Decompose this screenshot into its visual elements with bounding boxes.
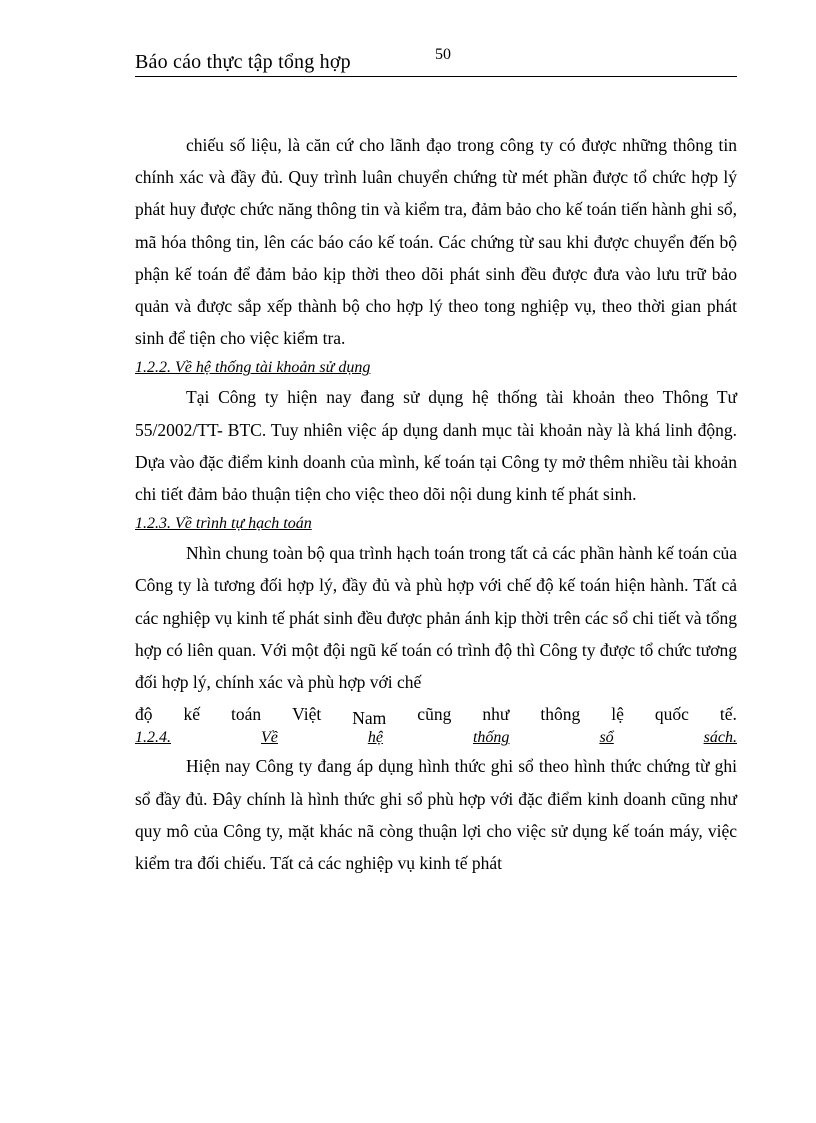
document-body: [135, 129, 737, 879]
word: tế.: [719, 704, 737, 725]
heading-word: 1.2.4.: [135, 729, 171, 747]
word: Việt: [292, 704, 322, 725]
heading-word: sổ: [599, 729, 614, 747]
heading-word: sách.: [703, 729, 737, 747]
document-title: Báo cáo thực tập tổng hợp: [135, 51, 351, 73]
page-number: 50: [435, 46, 451, 63]
page-header: [135, 48, 737, 77]
heading-word: Về: [261, 729, 278, 747]
section-heading-1-2-3: 1.2.3. Về trình tự hạch toán: [135, 515, 312, 533]
section-heading-1-2-2: 1.2.2. Về hệ thống tài khoản sử dụng: [135, 359, 371, 377]
word: độ: [135, 704, 153, 725]
word: toán: [231, 704, 262, 725]
paragraph-2: Tại Công ty hiện nay đang sử dụng hệ thống tài khoản theo Thông Tư 55/2002/TT- BTC. Tuy nhiên việc áp dụng danh mục tài khoản này là khá linh động. Dựa vào đặc điểm kinh doanh của mình, kế toán tại Công ty mở thêm nhiều tài khoản chi tiết đảm bảo thuận tiện cho việc theo dõi nội dung kinh tế phát sinh.: [135, 387, 737, 505]
heading-word: thống: [472, 729, 510, 747]
word: quốc: [654, 704, 689, 725]
word: như: [482, 704, 510, 725]
word: Nam: [352, 708, 387, 729]
word: kế: [183, 704, 201, 725]
heading-word: hệ: [367, 729, 383, 747]
paragraph-1: chiếu số liệu, là căn cứ cho lãnh đạo trong công ty có được những thông tin chính xác và đầy đủ. Quy trình luân chuyển chứng từ mét phần được tổ chức hợp lý phát huy được chức năng thông tin và kiểm tra, đảm bảo cho kế toán tiến hành ghi sổ, mã hóa thông tin, lên các báo cáo kế toán. Các chứng từ sau khi được chuyển đến bộ phận kế toán để đảm bảo kịp thời theo dõi phát sinh đều được đưa vào lưu trữ bảo quản và được sắp xếp thành bộ cho hợp lý theo tong nghiệp vụ, theo thời gian phát sinh để tiện cho việc kiểm tra.: [135, 135, 737, 349]
paragraph-3: Nhìn chung toàn bộ qua trình hạch toán trong tất cả các phần hành kế toán của Công ty là tương đối hợp lý, đầy đủ và phù hợp với chế độ kế toán hiện hành. Tất cả các nghiệp vụ kinh tế phát sinh đều được phản ánh kịp thời trên các sổ chi tiết và tổng hợp có liên quan. Với một đội ngũ kế toán có trình độ thì Công ty được tổ chức tương đối hợp lý, chính xác và phù hợp với chế: [135, 543, 737, 693]
paragraph-4: Hiện nay Công ty đang áp dụng hình thức ghi sổ theo hình thức chứng từ ghi sổ đầy đủ. Đây chính là hình thức ghi sổ phù hợp với đặc điểm kinh doanh cũng như quy mô của Công ty, mặt khác nã còng thuận lợi cho việc sử dụng kế toán máy, việc kiểm tra đối chiếu. Tất cả các nghiệp vụ kinh tế phát: [135, 756, 737, 874]
word: lệ: [611, 704, 624, 725]
word: cũng: [417, 704, 452, 725]
word: thông: [540, 704, 581, 725]
